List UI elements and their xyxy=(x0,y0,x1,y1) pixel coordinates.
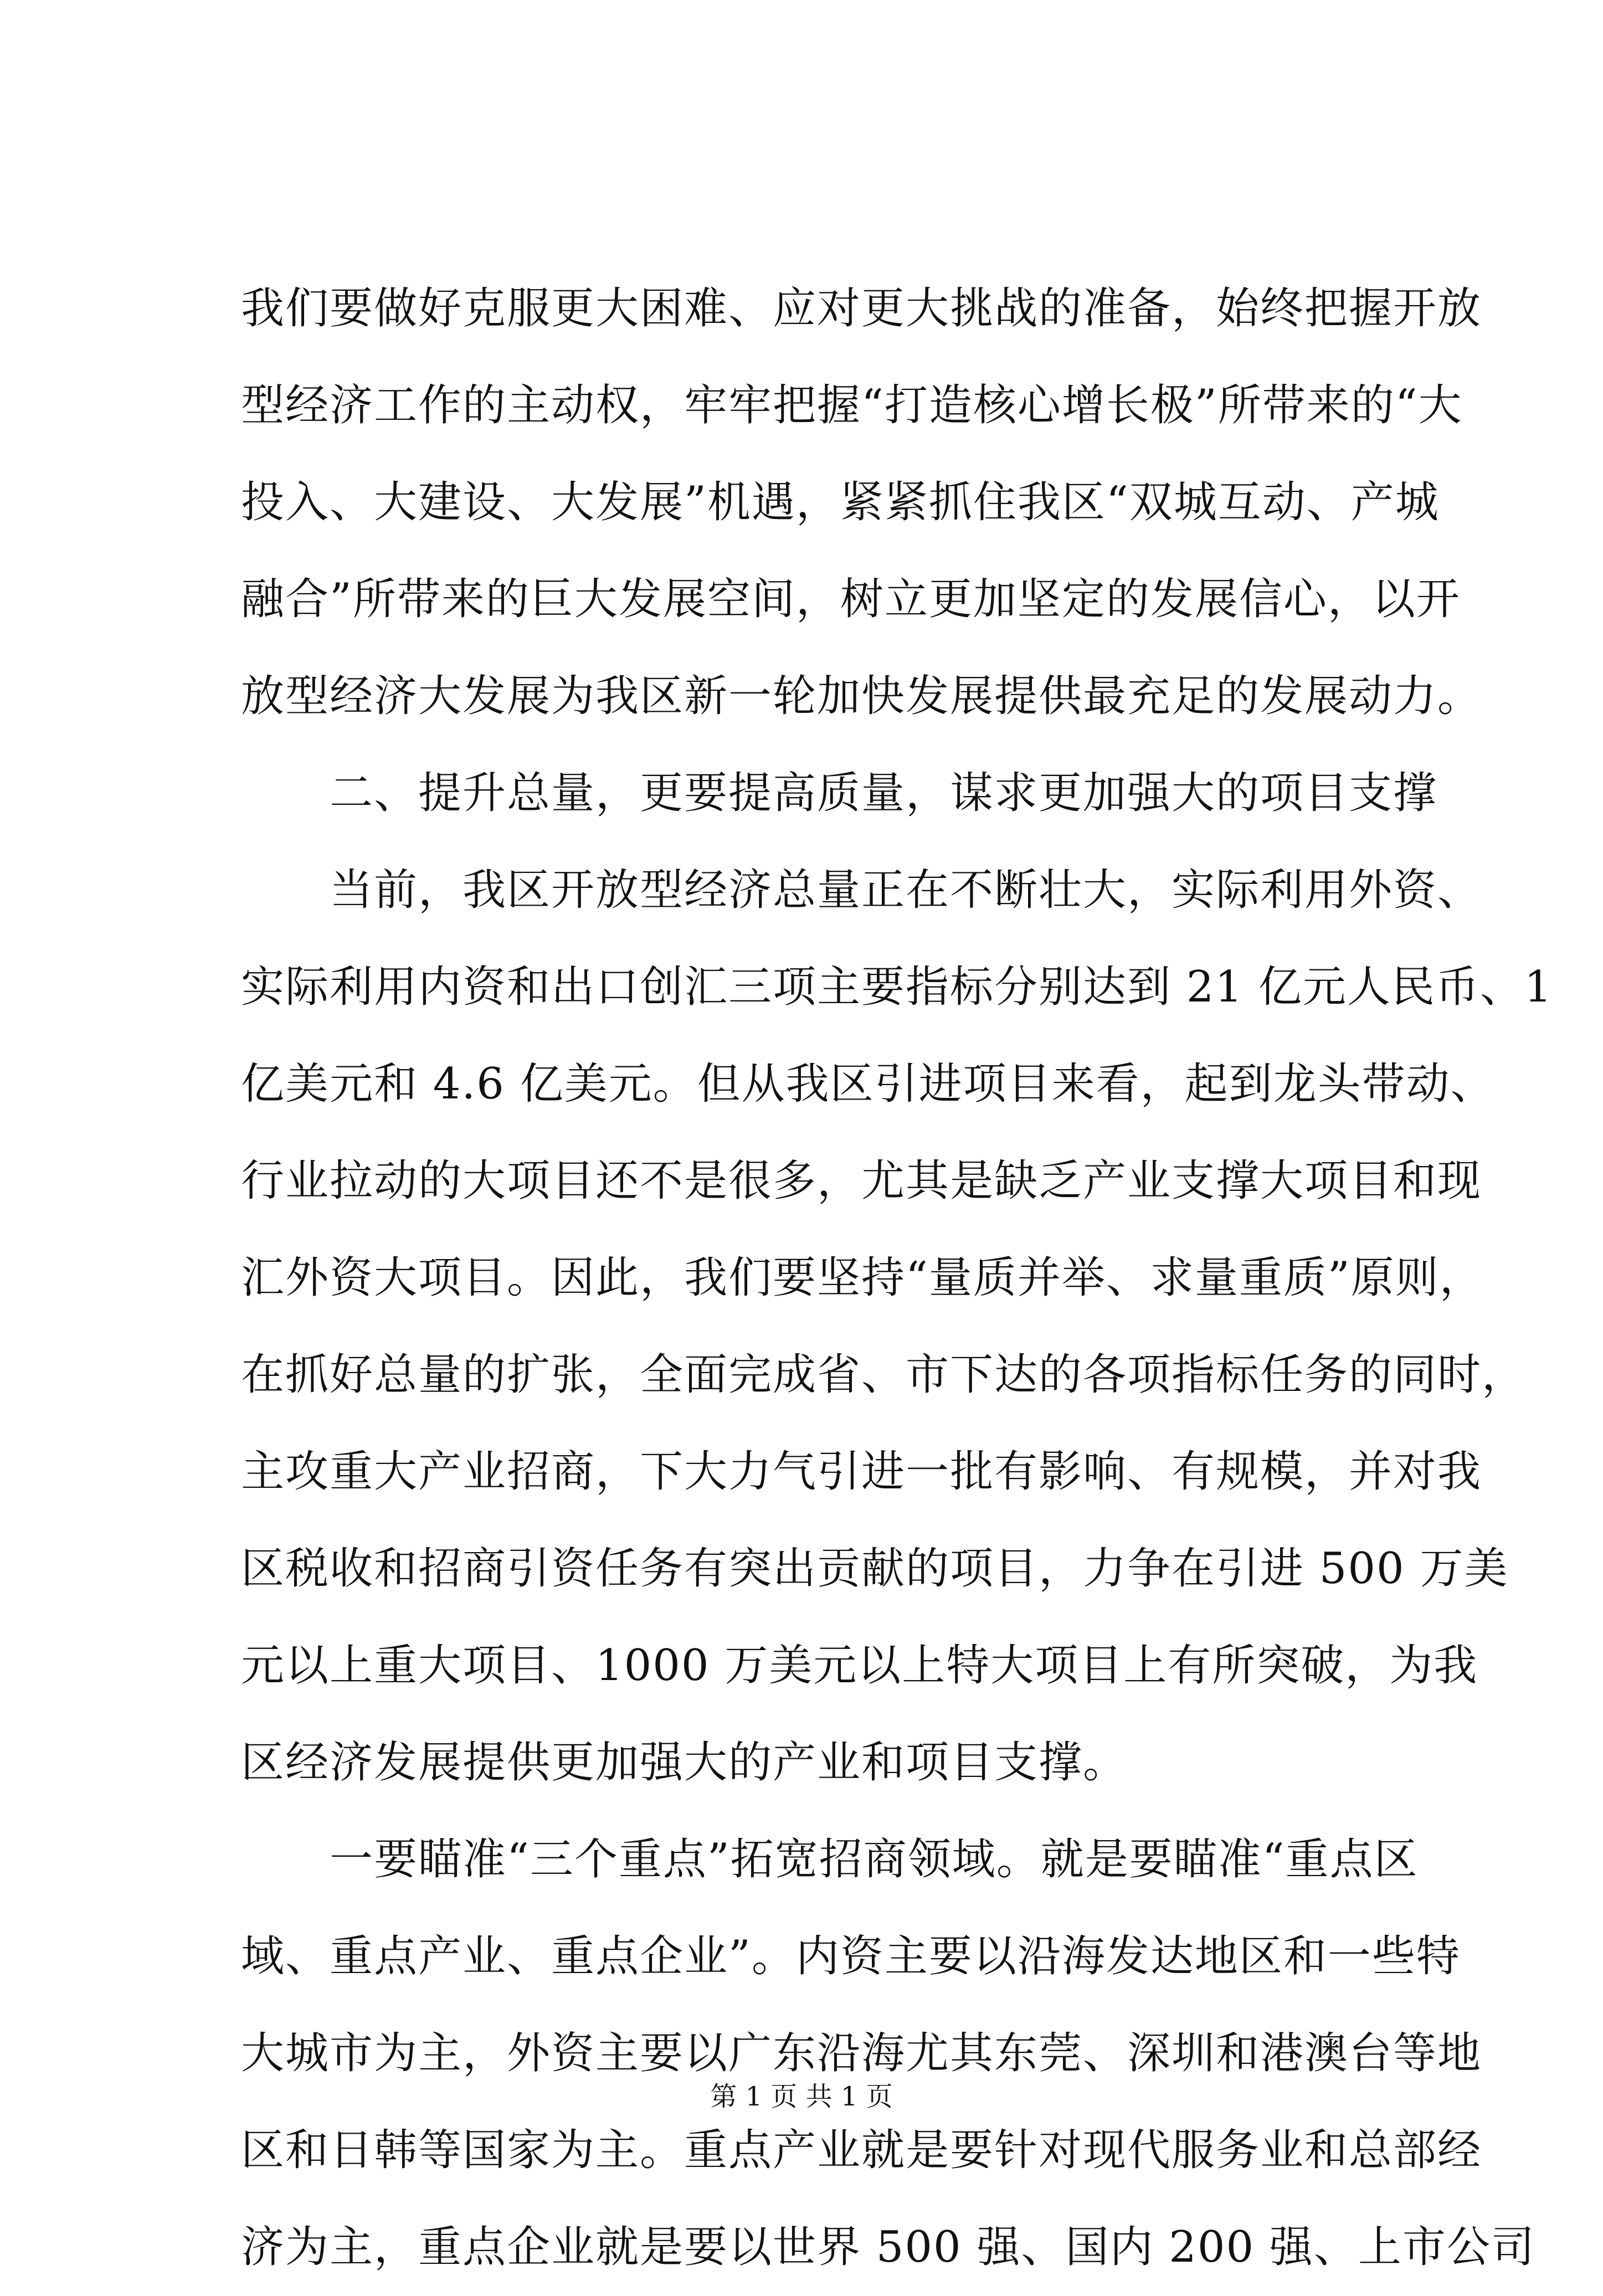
text-line: 融合”所带来的巨大发展空间，树立更加坚定的发展信心，以开 xyxy=(241,574,1461,624)
text-line: 当前，我区开放型经济总量正在不断壮大，实际利用外资、 xyxy=(241,865,1482,915)
text-line: 在抓好总量的扩张，全面完成省、市下达的各项指标任务的同时， xyxy=(241,1350,1527,1400)
text-line: 汇外资大项目。因此，我们要坚持“量质并举、求量重质”原则， xyxy=(241,1253,1484,1303)
text-line: 放型经济大发展为我区新一轮加快发展提供最充足的发展动力。 xyxy=(241,671,1482,721)
section-heading: 二、提升总量，更要提高质量，谋求更加强大的项目支撑 xyxy=(241,768,1438,818)
text-line: 行业拉动的大项目还不是很多，尤其是缺乏产业支撑大项目和现 xyxy=(241,1156,1482,1206)
text-line: 区税收和招商引资任务有突出贡献的项目，力争在引进 500 万美 xyxy=(241,1544,1509,1594)
document-body xyxy=(241,260,1553,2296)
text-line: 我们要做好克服更大困难、应对更大挑战的准备，始终把握开放 xyxy=(241,284,1482,333)
text-line: 济为主，重点企业就是要以世界 500 强、国内 200 强、上市公司 xyxy=(241,2222,1535,2272)
text-line: 实际利用内资和出口创汇三项主要指标分别达到 21 亿元人民币、1 xyxy=(241,962,1553,1012)
text-line: 区经济发展提供更加强大的产业和项目支撑。 xyxy=(241,1738,1128,1788)
text-line: 亿美元和 4.6 亿美元。但从我区引进项目来看，起到龙头带动、 xyxy=(241,1059,1495,1109)
text-line: 主攻重大产业招商，下大力气引进一批有影响、有规模，并对我 xyxy=(241,1447,1482,1497)
text-line: 域、重点产业、重点企业”。内资主要以沿海发达地区和一些特 xyxy=(241,1932,1461,1981)
text-line: 区和日韩等国家为主。重点产业就是要针对现代服务业和总部经 xyxy=(241,2125,1482,2175)
text-line: 大城市为主，外资主要以广东沿海尤其东莞、深圳和港澳台等地 xyxy=(241,2028,1482,2078)
text-line: 投入、大建设、大发展”机遇，紧紧抓住我区“双城互动、产城 xyxy=(241,477,1440,527)
page-number-label: 第 1 页 共 1 页 xyxy=(710,2081,893,2112)
text-line: 型经济工作的主动权，牢牢把握“打造核心增长极”所带来的“大 xyxy=(241,381,1463,430)
text-line: 一要瞄准“三个重点”拓宽招商领域。就是要瞄准“重点区 xyxy=(241,1835,1419,1884)
text-line: 元以上重大项目、1000 万美元以上特大项目上有所突破，为我 xyxy=(241,1641,1478,1691)
page-footer xyxy=(0,2080,1603,2113)
